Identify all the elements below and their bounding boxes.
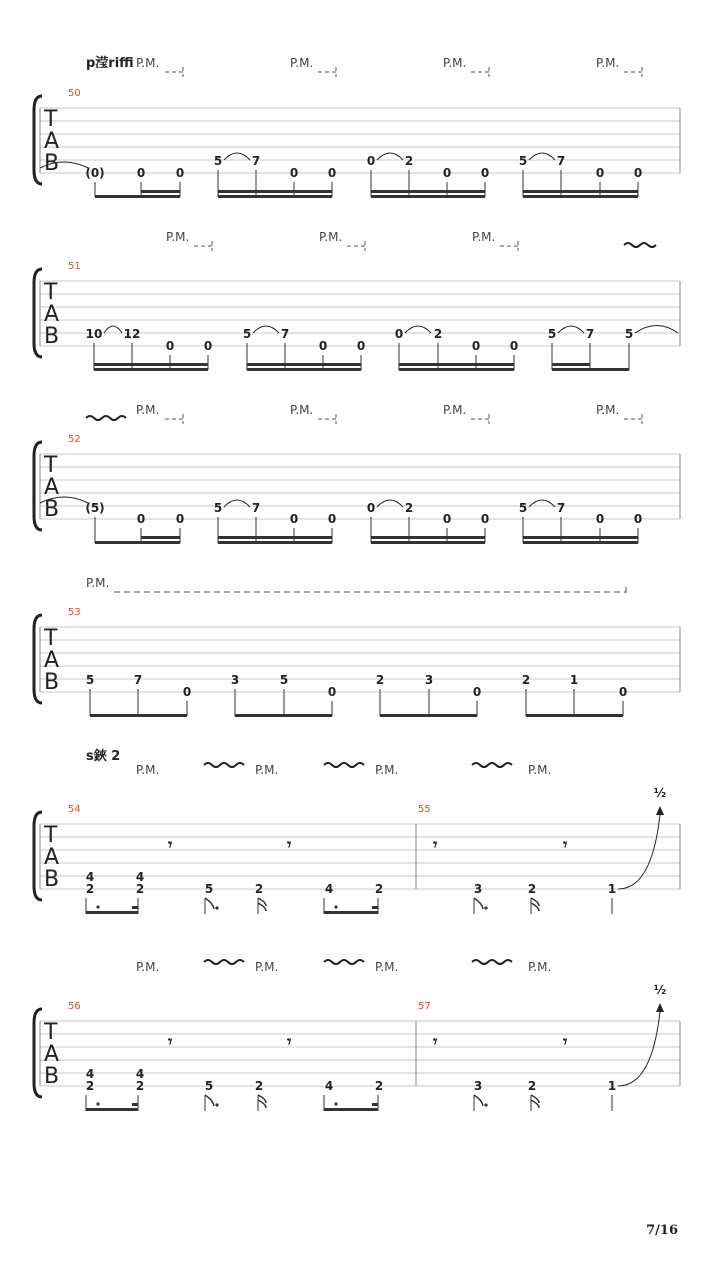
palm-mute-label: P.M. [136, 763, 160, 777]
vibrato-mark [324, 960, 364, 964]
eighth-rest: 𝄾 [563, 1032, 568, 1051]
beams [95, 190, 638, 198]
vibrato-mark [472, 960, 512, 964]
eighth-rest: 𝄾 [433, 1032, 438, 1051]
measure-number: 51 [68, 261, 81, 272]
fret-number: 0 [442, 166, 452, 180]
fret-number: 7 [251, 154, 261, 168]
system-bracket [34, 812, 42, 900]
fret-number: 0 [136, 166, 146, 180]
fret-number: 4 [135, 1067, 145, 1081]
palm-mute-extension [624, 67, 642, 77]
fret-number: 5 [547, 327, 557, 341]
system-bracket [34, 615, 42, 703]
palm-mute-label: P.M. [596, 56, 620, 70]
system-bracket [34, 442, 42, 530]
fret-number: 7 [251, 501, 261, 515]
fret-number: 7 [585, 327, 595, 341]
palm-mute-extension [347, 241, 365, 251]
rests [167, 1032, 568, 1051]
fret-number: 2 [521, 673, 531, 687]
tab-letter-a: A [44, 302, 60, 327]
fret-number: 0 [165, 339, 175, 353]
page-number: 7/16 [646, 1223, 678, 1238]
section-label: s鋏 2 [86, 749, 121, 764]
fret-number: 0 [289, 512, 299, 526]
fret-number: 5 [518, 501, 528, 515]
fret-number: 0 [318, 339, 328, 353]
note-flags [205, 1095, 539, 1108]
palm-mute-extension [500, 241, 518, 251]
fret-number: (0) [85, 166, 105, 180]
fret-number: 0 [509, 339, 519, 353]
tab-letter-b: B [44, 1064, 60, 1089]
fret-number: 0 [442, 512, 452, 526]
bend-amount: ½ [653, 786, 667, 800]
rests [167, 835, 568, 854]
fret-number: 0 [633, 166, 643, 180]
tab-letter-t: T [44, 453, 58, 478]
fret-number: 1 [569, 673, 579, 687]
eighth-rest: 𝄾 [287, 1032, 292, 1051]
system-bracket [34, 1009, 42, 1097]
fret-number: 2 [85, 882, 95, 896]
fret-number: 1 [607, 1079, 617, 1093]
palm-mute-label: P.M. [290, 56, 314, 70]
fret-number: 7 [556, 154, 566, 168]
fret-number: 2 [404, 154, 414, 168]
measure-number: 52 [68, 434, 81, 445]
vibrato-mark [624, 243, 656, 247]
system-5 [34, 748, 680, 914]
beams [90, 714, 623, 717]
fret-number: 5 [204, 1079, 214, 1093]
fret-number: 2 [135, 1079, 145, 1093]
tab-letter-b: B [44, 867, 60, 892]
beams [95, 536, 638, 544]
eighth-rest: 𝄾 [168, 835, 173, 854]
staff-lines [40, 108, 680, 173]
fret-number: 0 [356, 339, 366, 353]
tab-letter-a: A [44, 1042, 60, 1067]
fret-number: 2 [374, 882, 384, 896]
palm-mute-label: P.M. [528, 960, 552, 974]
palm-mute-label: P.M. [443, 56, 467, 70]
palm-mute-label: P.M. [255, 763, 279, 777]
system-bracket [34, 96, 42, 184]
fret-number: 0 [480, 166, 490, 180]
fret-number: 12 [123, 327, 141, 341]
tab-letter-b: B [44, 497, 60, 522]
eighth-rest: 𝄾 [433, 835, 438, 854]
fret-number: 1 [607, 882, 617, 896]
system-3 [34, 403, 680, 544]
fret-number: 0 [472, 685, 482, 699]
fret-number: 0 [182, 685, 192, 699]
measure-number: 54 [68, 804, 81, 815]
palm-mute-extension [471, 67, 489, 77]
tab-letter-t: T [44, 823, 58, 848]
beams [86, 905, 488, 914]
palm-mute-extension [318, 414, 336, 424]
tab-letter-a: A [44, 648, 60, 673]
measure-number: 50 [68, 88, 81, 99]
fret-number: 0 [394, 327, 404, 341]
fret-number: 0 [480, 512, 490, 526]
fret-number: 0 [175, 166, 185, 180]
measure-number: 53 [68, 607, 81, 618]
palm-mute-extension [471, 414, 489, 424]
eighth-rest: 𝄾 [168, 1032, 173, 1051]
vibrato-mark [86, 416, 126, 420]
fret-number: 2 [374, 1079, 384, 1093]
note-stems [90, 689, 623, 716]
slur-arcs [224, 153, 555, 160]
fret-number: 2 [85, 1079, 95, 1093]
fret-number: 0 [366, 501, 376, 515]
fret-number: 0 [327, 685, 337, 699]
palm-mute-extension [624, 414, 642, 424]
fret-number: 2 [254, 1079, 264, 1093]
fret-number: 2 [135, 882, 145, 896]
fret-number: 5 [279, 673, 289, 687]
fret-number: 5 [242, 327, 252, 341]
system-6 [34, 960, 680, 1111]
vibrato-mark [472, 763, 512, 767]
fret-number: 4 [85, 870, 95, 884]
fret-number: 3 [473, 1079, 483, 1093]
fret-number: 2 [527, 1079, 537, 1093]
fret-number: 0 [175, 512, 185, 526]
fret-number: 2 [433, 327, 443, 341]
fret-number: 4 [135, 870, 145, 884]
system-1 [34, 55, 680, 198]
palm-mute-label: P.M. [528, 763, 552, 777]
fret-number: 0 [327, 512, 337, 526]
measure-number: 55 [418, 804, 431, 815]
staff-lines [40, 454, 680, 519]
vibrato-mark [324, 763, 364, 767]
fret-number: 5 [204, 882, 214, 896]
palm-mute-label: P.M. [596, 403, 620, 417]
tab-letter-b: B [44, 324, 60, 349]
fret-number: 10 [85, 327, 103, 341]
vibrato-mark [204, 960, 244, 964]
fret-number: 3 [473, 882, 483, 896]
fret-number: 2 [375, 673, 385, 687]
palm-mute-extension [194, 241, 212, 251]
fret-number: 5 [213, 501, 223, 515]
fret-number: 4 [85, 1067, 95, 1081]
fret-number: 5 [518, 154, 528, 168]
system-2 [34, 230, 680, 371]
tab-letter-t: T [44, 1020, 58, 1045]
eighth-rest: 𝄾 [287, 835, 292, 854]
palm-mute-label: P.M. [319, 230, 343, 244]
measure-number: 56 [68, 1001, 81, 1012]
fret-number: 7 [556, 501, 566, 515]
fret-number: 7 [133, 673, 143, 687]
tab-letter-t: T [44, 626, 58, 651]
vibrato-mark [204, 763, 244, 767]
palm-mute-label: P.M. [166, 230, 190, 244]
palm-mute-extension [165, 67, 183, 77]
fret-number: 0 [136, 512, 146, 526]
system-bracket [34, 269, 42, 357]
fret-number: 7 [280, 327, 290, 341]
fret-number: 5 [624, 327, 634, 341]
fret-number: 0 [366, 154, 376, 168]
tab-letter-t: T [44, 107, 58, 132]
fret-number: 4 [324, 882, 334, 896]
palm-mute-label: P.M. [86, 576, 110, 590]
fret-number: 5 [213, 154, 223, 168]
palm-mute-label: P.M. [375, 763, 399, 777]
eighth-rest: 𝄾 [563, 835, 568, 854]
tab-letter-a: A [44, 129, 60, 154]
system-4 [34, 576, 680, 717]
fret-number: 4 [324, 1079, 334, 1093]
palm-mute-extension [165, 414, 183, 424]
tab-letter-b: B [44, 670, 60, 695]
bend-amount: ½ [653, 983, 667, 997]
tab-letter-b: B [44, 151, 60, 176]
fret-number: 0 [289, 166, 299, 180]
fret-number: 0 [618, 685, 628, 699]
fret-number: 3 [230, 673, 240, 687]
palm-mute-label: P.M. [255, 960, 279, 974]
fret-number: (5) [85, 501, 105, 515]
fret-number: 3 [424, 673, 434, 687]
fret-number: 2 [254, 882, 264, 896]
palm-mute-extension [114, 587, 626, 597]
fret-number: 5 [85, 673, 95, 687]
fret-number: 2 [527, 882, 537, 896]
measure-number: 57 [418, 1001, 431, 1012]
tab-letter-t: T [44, 280, 58, 305]
beams [86, 1102, 488, 1111]
palm-mute-label: P.M. [136, 403, 160, 417]
palm-mute-label: P.M. [136, 960, 160, 974]
fret-number: 0 [471, 339, 481, 353]
fret-number: 0 [327, 166, 337, 180]
fret-number: 2 [404, 501, 414, 515]
section-label: p滢riffi [86, 56, 134, 71]
palm-mute-label: P.M. [443, 403, 467, 417]
fret-number: 0 [203, 339, 213, 353]
palm-mute-extension [318, 67, 336, 77]
fret-number: 0 [595, 512, 605, 526]
fret-number: 0 [595, 166, 605, 180]
tab-letter-a: A [44, 475, 60, 500]
palm-mute-label: P.M. [472, 230, 496, 244]
note-flags [205, 898, 539, 911]
palm-mute-label: P.M. [136, 56, 160, 70]
tab-letter-a: A [44, 845, 60, 870]
palm-mute-label: P.M. [290, 403, 314, 417]
fret-number: 0 [633, 512, 643, 526]
palm-mute-label: P.M. [375, 960, 399, 974]
